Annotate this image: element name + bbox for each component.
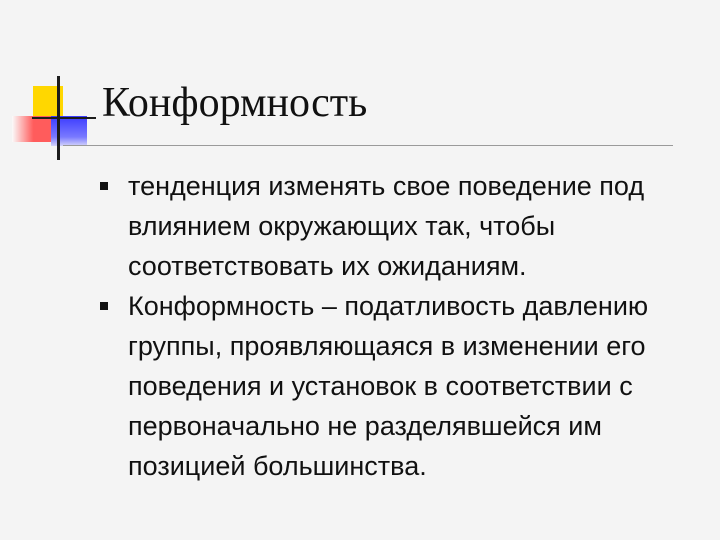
square-bullet-icon <box>100 302 108 310</box>
slide-title: Конформность <box>102 80 368 126</box>
bullet-list <box>84 166 704 486</box>
bullet-item <box>84 286 704 486</box>
decorative-red-square <box>12 116 51 142</box>
title-underline <box>63 145 673 146</box>
bullet-text: тенденция изменять свое поведение под влиянием окружающих так, чтобы соответствовать их ожиданиям. <box>128 171 645 281</box>
square-bullet-icon <box>100 182 108 190</box>
decorative-horizontal-line <box>32 117 96 119</box>
bullet-text: Конформность – податливость давлению группы, проявляющаяся в изменении его поведения и установок в соответствии с первоначально не разделявшейся им позицией большинства. <box>128 291 649 481</box>
bullet-item <box>84 166 704 286</box>
